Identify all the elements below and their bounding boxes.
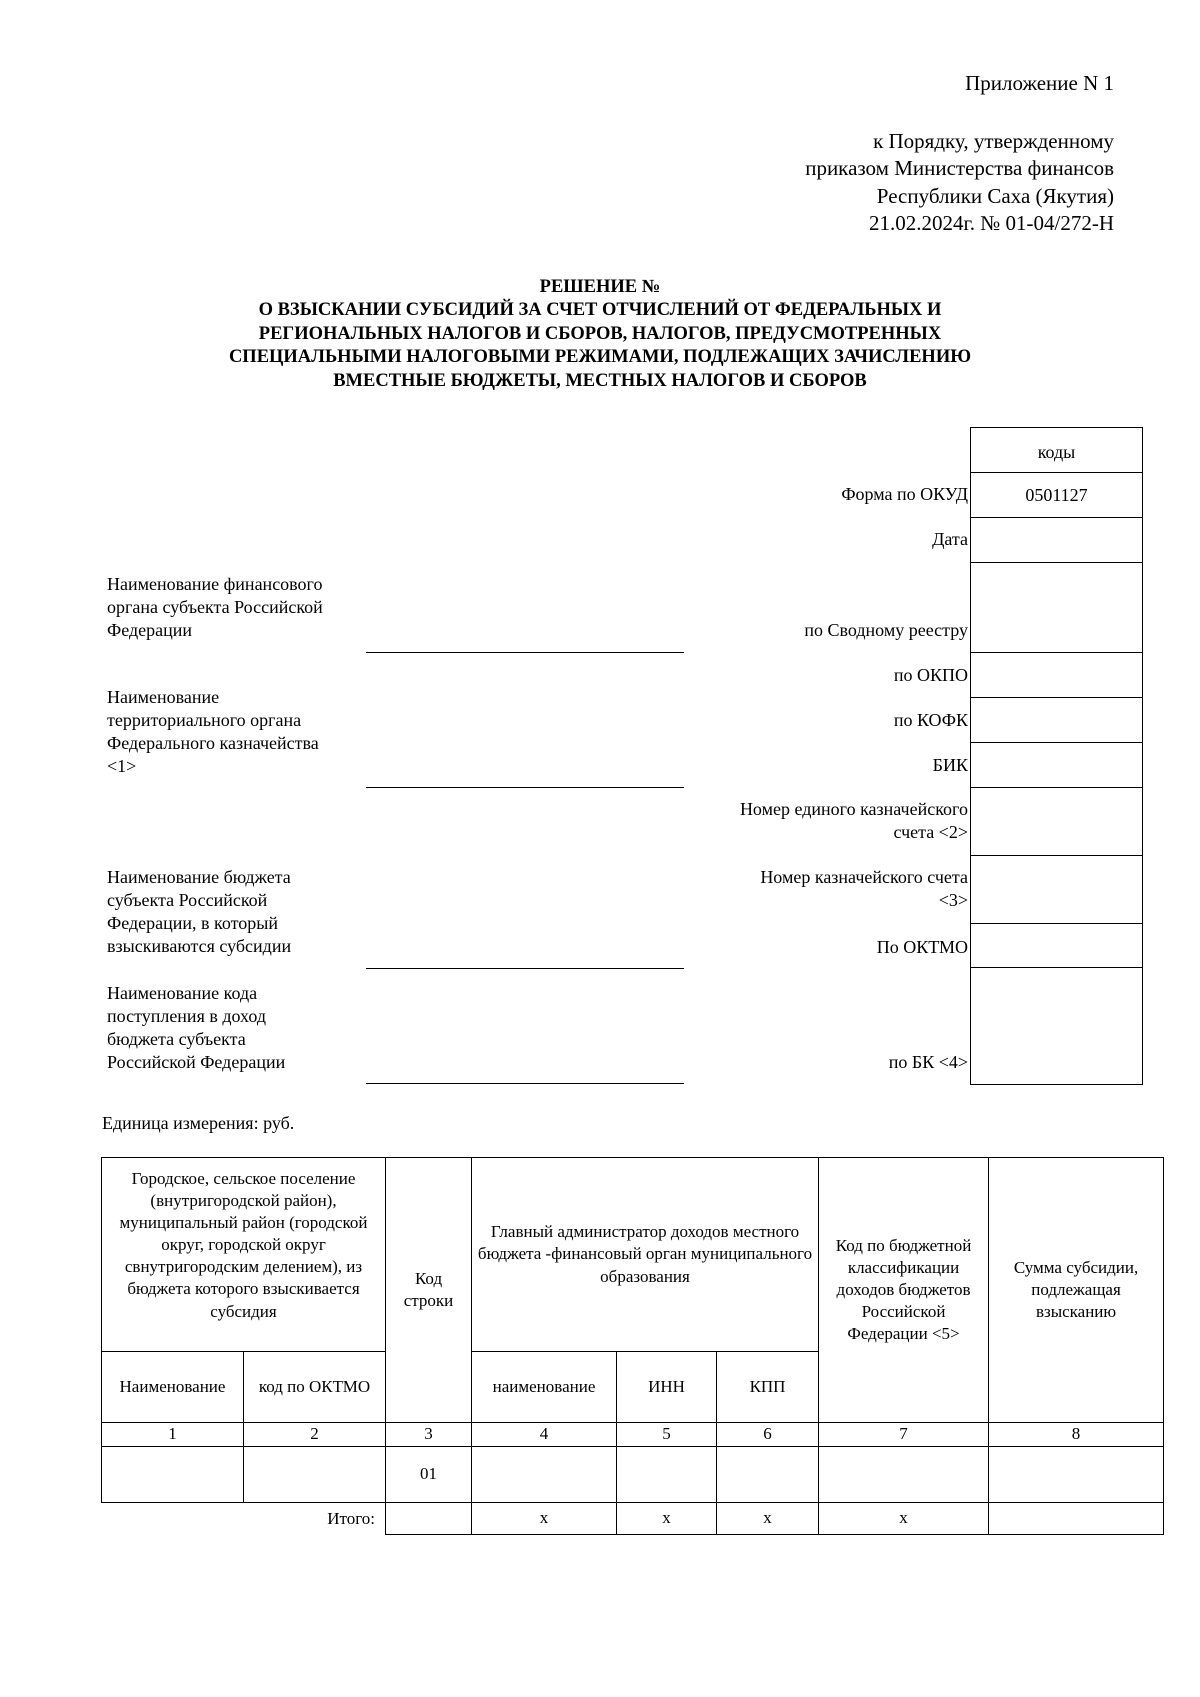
label-treasury-account: Номер казначейского счета <3> [760, 867, 968, 911]
label-oktmo: По ОКТМО [876, 937, 968, 957]
total-row-code[interactable] [386, 1503, 472, 1535]
document-title: РЕШЕНИЕ № О ВЗЫСКАНИИ СУБСИДИЙ ЗА СЧЕТ ОТЧИСЛЕНИЙ ОТ ФЕДЕРАЛЬНЫХ И РЕГИОНАЛЬНЫХ НАЛОГОВ И СБОРОВ, НАЛОГОВ, ПРЕДУСМОТРЕННЫХ СПЕЦИАЛЬНЫМИ НАЛОГОВЫМИ РЕЖИМАМИ, ПОДЛЕЖАЩИХ ЗАЧИСЛЕНИЮ ВМЕСТНЫЕ БЮДЖЕТЫ, МЕСТНЫХ НАЛОГОВ И СБОРОВ [228, 277, 972, 391]
label-income-code: Наименование кода поступления в доход бюджета субъекта Российской Федерации [107, 983, 286, 1073]
total-x-5: х [617, 1503, 717, 1535]
col-num-8: 8 [989, 1423, 1164, 1447]
fin-organ-field[interactable] [366, 652, 684, 653]
total-x-7: х [819, 1503, 989, 1535]
cell-settlement-name[interactable] [102, 1447, 244, 1503]
total-label: Итого: [102, 1503, 386, 1535]
col-num-7: 7 [819, 1423, 989, 1447]
label-date: Дата [932, 529, 968, 549]
label-budget: Наименование бюджета субъекта Российской Федерации, в который взыскиваются субсидии [107, 867, 292, 957]
th-administrator-group: Главный администратор доходов местного бюджета -финансовый орган муниципального образования [472, 1158, 819, 1352]
th-inn: ИНН [617, 1352, 717, 1423]
label-svod-reestr: по Сводному реестру [804, 620, 968, 640]
th-row-code: Код строки [386, 1158, 472, 1423]
appendix-number: Приложение N 1 [965, 71, 1114, 95]
total-row [102, 1503, 1164, 1535]
col-num-1: 1 [102, 1423, 244, 1447]
subsidy-table [101, 1157, 1164, 1535]
cell-bk-code[interactable] [819, 1447, 989, 1503]
codes-box [970, 427, 1143, 1085]
col-num-5: 5 [617, 1423, 717, 1447]
th-settlement-oktmo: код по ОКТМО [244, 1352, 386, 1423]
col-num-4: 4 [472, 1423, 617, 1447]
total-x-6: х [717, 1503, 819, 1535]
th-bk-code: Код по бюджетной классификации доходов бюджетов Российской Федерации <5> [819, 1158, 989, 1423]
label-kofk: по КОФК [893, 710, 968, 730]
label-fin-organ: Наименование финансового органа субъекта Российской Федерации [107, 574, 323, 641]
col-num-2: 2 [244, 1423, 386, 1447]
treasury-organ-field[interactable] [366, 787, 684, 788]
th-admin-name: наименование [472, 1352, 617, 1423]
table-row [102, 1447, 1164, 1503]
cell-settlement-oktmo[interactable] [244, 1447, 386, 1503]
cell-kpp[interactable] [717, 1447, 819, 1503]
th-subsidy-sum: Сумма субсидии, подлежащая взысканию [989, 1158, 1164, 1423]
th-kpp: КПП [717, 1352, 819, 1423]
cell-row-code: 01 [386, 1447, 472, 1503]
label-bik: БИК [932, 755, 968, 775]
total-x-4: х [472, 1503, 617, 1535]
okud-code-cell: 0501127 [1025, 485, 1088, 505]
th-settlement-group: Городское, сельское поселение (внутригородской район), муниципальный район (городской округ, городской округ свнутригородским делением), из бюджета которого взыскивается субсидия [102, 1158, 386, 1352]
th-settlement-name: Наименование [102, 1352, 244, 1423]
cell-inn[interactable] [617, 1447, 717, 1503]
label-okpo: по ОКПО [893, 665, 968, 685]
col-num-3: 3 [386, 1423, 472, 1447]
label-single-account: Номер единого казначейского счета <2> [739, 799, 968, 843]
budget-field[interactable] [366, 968, 684, 969]
label-okud: Форма по ОКУД [841, 484, 968, 504]
codes-header: коды [1037, 442, 1076, 462]
col-num-6: 6 [717, 1423, 819, 1447]
unit-of-measure: Единица измерения: руб. [102, 1113, 295, 1133]
cell-admin-name[interactable] [472, 1447, 617, 1503]
income-code-field[interactable] [366, 1083, 684, 1084]
cell-subsidy-sum[interactable] [989, 1447, 1164, 1503]
label-treasury-organ: Наименование территориального органа Федерального казначейства <1> [107, 687, 319, 777]
label-bk: по БК <4> [888, 1052, 968, 1072]
total-sum[interactable] [989, 1503, 1164, 1535]
order-reference: к Порядку, утвержденному приказом Министерства финансов Республики Саха (Якутия) 21.02.2024г. № 01-04/272-Н [805, 129, 1114, 235]
